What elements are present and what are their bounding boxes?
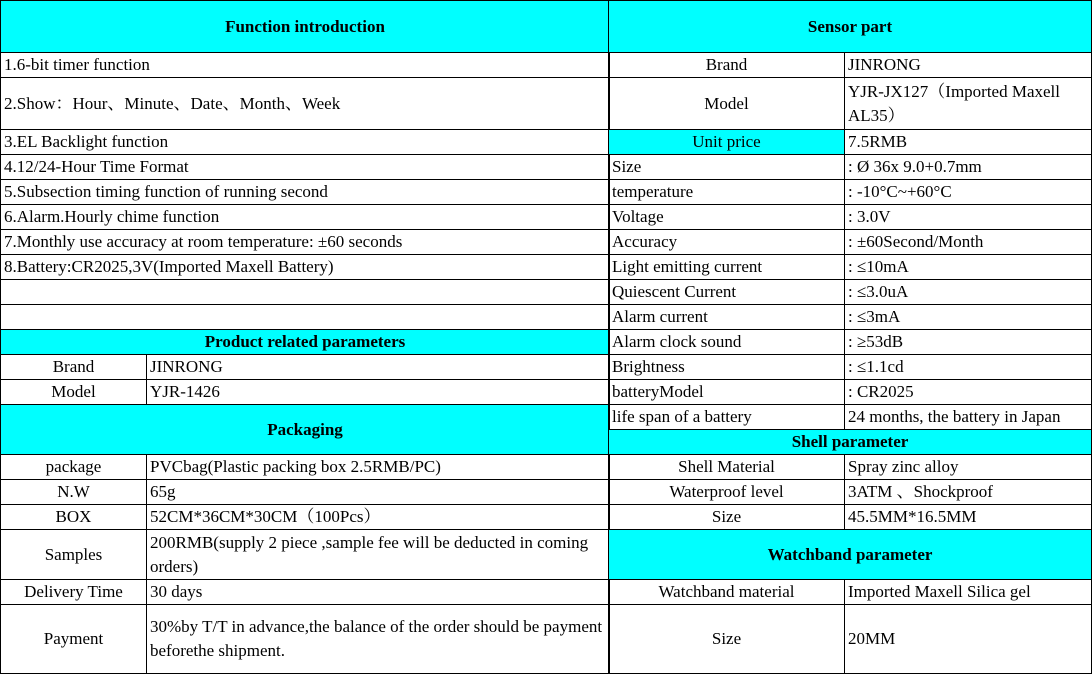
function-item: 6.Alarm.Hourly chime function — [1, 205, 610, 230]
function-item: 3.EL Backlight function — [1, 130, 610, 155]
sensor-model-value: YJR-JX127（Imported Maxell AL35） — [845, 78, 1092, 130]
function-item: 2.Show：Hour、Minute、Date、Month、Week — [1, 78, 610, 130]
packaging-label: N.W — [1, 480, 147, 505]
param-value: YJR-1426 — [147, 380, 610, 405]
packaging-label: package — [1, 455, 147, 480]
spec-value: : ≤1.1cd — [845, 355, 1092, 380]
spec-value: : ≤3mA — [845, 305, 1092, 330]
product-params-header: Product related parameters — [1, 330, 610, 355]
packaging-label: Delivery Time — [1, 580, 147, 605]
function-item: 5.Subsection timing function of running second — [1, 180, 610, 205]
spec-label: batteryModel — [609, 380, 845, 405]
spec-label: Voltage — [609, 205, 845, 230]
spec-value: : ≤10mA — [845, 255, 1092, 280]
spec-value: : ≤3.0uA — [845, 280, 1092, 305]
shell-label: Size — [609, 505, 845, 530]
spec-value: : ≥53dB — [845, 330, 1092, 355]
sensor-brand-value: JINRONG — [845, 53, 1092, 78]
spec-value: : Ø 36x 9.0+0.7mm — [845, 155, 1092, 180]
function-item: 8.Battery:CR2025,3V(Imported Maxell Battery) — [1, 255, 610, 280]
spec-value: : ±60Second/Month — [845, 230, 1092, 255]
function-item: 4.12/24-Hour Time Format — [1, 155, 610, 180]
unit-price-value: 7.5RMB — [845, 130, 1092, 155]
function-item: 7.Monthly use accuracy at room temperature: ±60 seconds — [1, 230, 610, 255]
function-intro-header: Function introduction — [1, 1, 610, 53]
function-item: 1.6-bit timer function — [1, 53, 610, 78]
packaging-label: BOX — [1, 505, 147, 530]
watchband-label: Size — [609, 605, 845, 674]
packaging-value: 200RMB(supply 2 piece ,sample fee will be deducted in coming orders) — [147, 530, 610, 580]
packaging-value: 65g — [147, 480, 610, 505]
empty-cell — [1, 280, 610, 305]
spec-value: : CR2025 — [845, 380, 1092, 405]
spec-label: Alarm current — [609, 305, 845, 330]
param-label: Model — [1, 380, 147, 405]
packaging-value: 30%by T/T in advance,the balance of the order should be payment beforethe shipment. — [147, 605, 610, 674]
sensor-brand-label: Brand — [609, 53, 845, 78]
shell-label: Waterproof level — [609, 480, 845, 505]
shell-value: 3ATM 、Shockproof — [845, 480, 1092, 505]
watchband-label: Watchband material — [609, 580, 845, 605]
spec-label: Alarm clock sound — [609, 330, 845, 355]
spec-label: life span of a battery — [609, 405, 845, 430]
right-table — [608, 0, 1092, 674]
shell-value: Spray zinc alloy — [845, 455, 1092, 480]
spec-label: temperature — [609, 180, 845, 205]
spec-label: Brightness — [609, 355, 845, 380]
spec-value: : 3.0V — [845, 205, 1092, 230]
watchband-value: 20MM — [845, 605, 1092, 674]
sensor-model-label: Model — [609, 78, 845, 130]
watchband-header: Watchband parameter — [609, 530, 1092, 580]
shell-value: 45.5MM*16.5MM — [845, 505, 1092, 530]
spec-value: 24 months, the battery in Japan — [845, 405, 1092, 430]
packaging-value: 30 days — [147, 580, 610, 605]
param-value: JINRONG — [147, 355, 610, 380]
spec-label: Accuracy — [609, 230, 845, 255]
spec-label: Light emitting current — [609, 255, 845, 280]
spec-value: : -10°C~+60°C — [845, 180, 1092, 205]
packaging-header: Packaging — [1, 405, 610, 455]
empty-cell — [1, 305, 610, 330]
packaging-value: PVCbag(Plastic packing box 2.5RMB/PC) — [147, 455, 610, 480]
packaging-label: Samples — [1, 530, 147, 580]
unit-price-label: Unit price — [609, 130, 845, 155]
shell-header: Shell parameter — [609, 430, 1092, 455]
packaging-value: 52CM*36CM*30CM（100Pcs） — [147, 505, 610, 530]
shell-label: Shell Material — [609, 455, 845, 480]
packaging-label: Payment — [1, 605, 147, 674]
spec-label: Quiescent Current — [609, 280, 845, 305]
spec-label: Size — [609, 155, 845, 180]
watchband-value: Imported Maxell Silica gel — [845, 580, 1092, 605]
sensor-header: Sensor part — [609, 1, 1092, 53]
param-label: Brand — [1, 355, 147, 380]
